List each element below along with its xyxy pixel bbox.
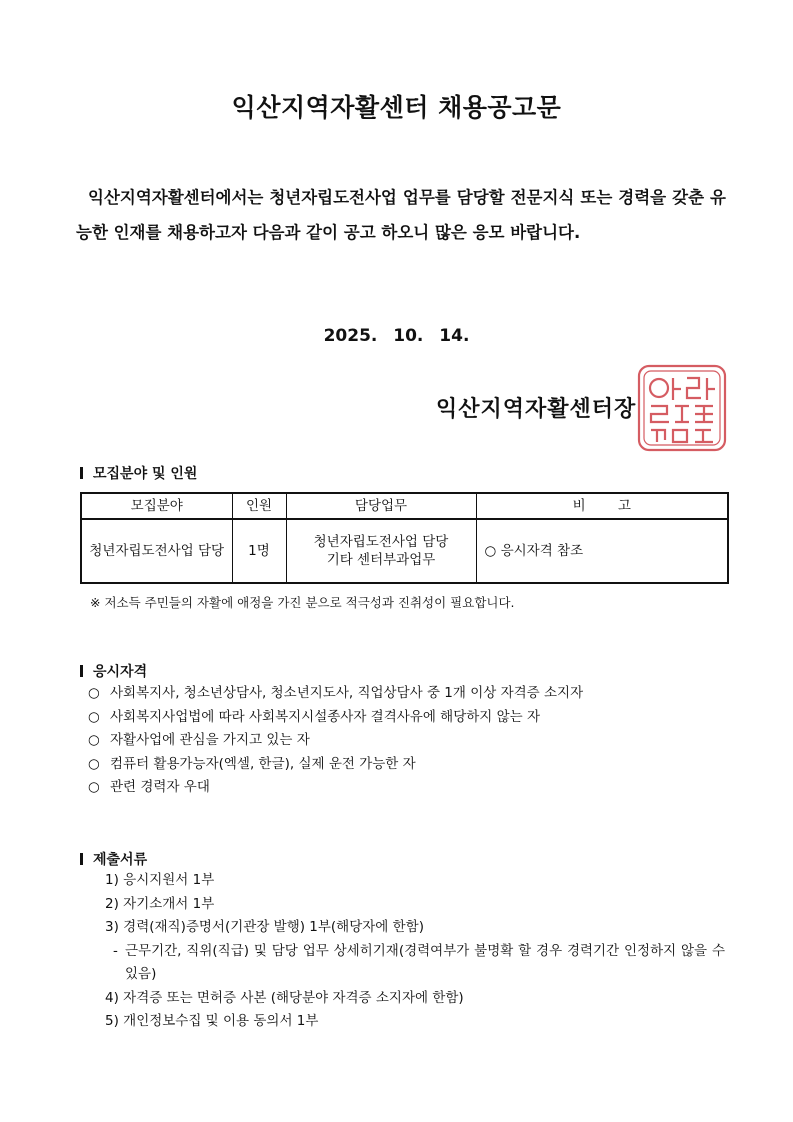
section-marker (80, 467, 83, 479)
column-header: 담당업무 (286, 493, 476, 519)
list-item: ○ 관련 경력자 우대 (88, 776, 583, 800)
column-header: 모집분야 (81, 493, 232, 519)
list-item: 4) 자격증 또는 면허증 사본 (해당분야 자격증 소지자에 한함) (105, 989, 464, 1006)
list-item: ○ 사회복지사업법에 따라 사회복지시설종사자 결격사유에 해당하지 않는 자 (88, 706, 583, 730)
bullet-icon: ○ (88, 685, 100, 701)
list-sub-item: - 근무기간, 직위(직급) 및 담당 업무 상세히기재(경력여부가 불명확 할 경우 경력기간 인정하지 않을 수 있음) (113, 942, 725, 982)
bullet-icon: ○ (88, 732, 100, 748)
page-title: 익산지역자활센터 채용공고문 (231, 93, 562, 122)
section-heading-recruit (80, 463, 197, 483)
intro-paragraph: 익산지역자활센터에서는 청년자립도전사업 업무를 담당할 전문지식 또는 경력을 갖춘 유능한 인재를 채용하고자 다음과 같이 공고 하오니 많은 응모 바랍니다. (76, 188, 726, 242)
announcement-date: 2025. 10. 14. (323, 326, 470, 346)
recruit-table (80, 492, 729, 584)
recruit-note: ※ 저소득 주민들의 자활에 애정을 가진 분으로 적극성과 진취성이 필요합니다. (90, 595, 515, 610)
duty-line: 청년자립도전사업 담당 (313, 534, 449, 550)
section-heading-label: 응시자격 (93, 664, 148, 680)
cell-field: 청년자립도전사업 담당 (81, 519, 232, 583)
qualification-list (88, 682, 583, 800)
cell-remark: ○ 응시자격 참조 (476, 519, 728, 583)
list-item: ○ 자활사업에 관심을 가지고 있는 자 (88, 729, 583, 753)
list-item: 3) 경력(재직)증명서(기관장 발행) 1부(해당자에 한함) (105, 919, 424, 935)
cell-duty (286, 519, 476, 583)
section-heading-documents (80, 849, 147, 869)
bullet-icon: ○ (88, 755, 100, 772)
bullet-icon: ○ (88, 779, 100, 795)
cell-count: 1명 (232, 519, 286, 583)
section-marker (80, 665, 83, 677)
list-item: 1) 응시지원서 1부 (105, 872, 215, 888)
section-marker (80, 853, 83, 865)
column-header: 인원 (232, 493, 286, 519)
table-header-row (81, 493, 728, 519)
list-item: ○ 컴퓨터 활용가능자(엑셀, 한글), 실제 운전 가능한 자 (88, 753, 583, 777)
bullet-icon: ○ (88, 708, 100, 725)
section-heading-qualifications (80, 661, 147, 681)
official-seal-stamp (635, 362, 729, 454)
table-row (81, 519, 728, 583)
documents-list (105, 869, 735, 1034)
list-item: 2) 자기소개서 1부 (105, 895, 215, 912)
list-item: ○ 사회복지사, 청소년상담사, 청소년지도사, 직업상담사 중 1개 이상 자격증 소지자 (88, 682, 583, 706)
column-header: 비 고 (476, 493, 728, 519)
section-heading-label: 모집분야 및 인원 (93, 466, 198, 482)
list-item: 5) 개인정보수집 및 이용 동의서 1부 (105, 1013, 319, 1029)
duty-line: 기타 센터부과업무 (326, 552, 436, 568)
section-heading-label: 제출서류 (93, 852, 148, 868)
signer-name: 익산지역자활센터장 (436, 397, 637, 422)
